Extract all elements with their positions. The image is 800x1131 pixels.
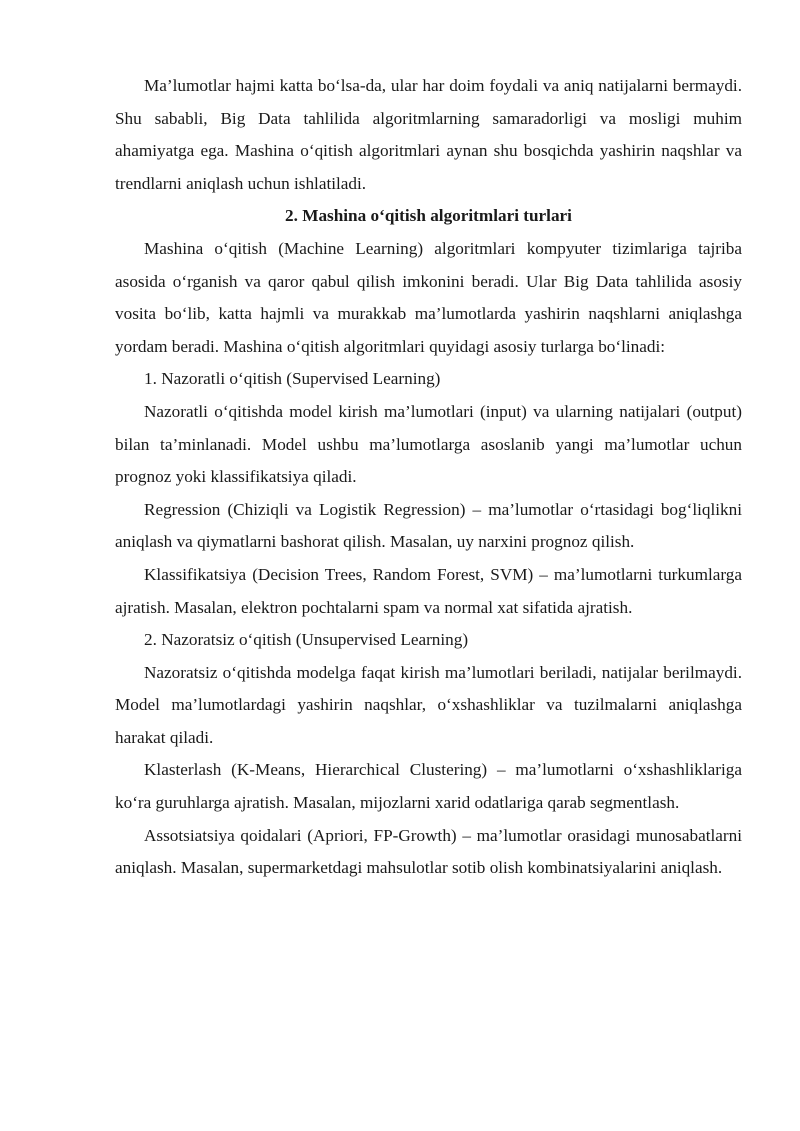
unsupervised-learning-description: Nazoratsiz o‘qitishda modelga faqat kirish ma’lumotlari beriladi, natijalar berilmaydi. Model ma’lumotlardagi yashirin naqshlar, o‘xshashliklar va tuzilmalarni aniqlashga harakat qiladi.: [115, 662, 742, 747]
intro-paragraph: Ma’lumotlar hajmi katta bo‘lsa-da, ular har doim foydali va aniq natijalarni bermaydi. Shu sababli, Big Data tahlilida algoritmlarning samaradorligi va mosligi muhim ahamiyatga ega. Mashina o‘qitish algoritmlari aynan shu bosqichda yashirin naqshlar va trendlarni aniqlash uchun ishlatiladi.: [115, 76, 742, 193]
document-page: [115, 70, 742, 885]
supervised-learning-title: 1. Nazoratli o‘qitish (Supervised Learning): [144, 369, 441, 389]
supervised-learning-description: Nazoratli o‘qitishda model kirish ma’lumotlari (input) va ularning natijalari (output) bilan ta’minlanadi. Model ushbu ma’lumotlarga asoslanib yangi ma’lumotlar uchun prognoz yoki klassifikatsiya qiladi.: [115, 401, 742, 487]
section-intro-paragraph: Mashina o‘qitish (Machine Learning) algoritmlari kompyuter tizimlariga tajriba asosida o‘rganish va qaror qabul qilish imkonini beradi. Ular Big Data tahlilida asosiy vosita bo‘lib, katta hajmli va murakkab ma’lumotlarda yashirin naqshlarni aniqlashga yordam beradi. Mashina o‘qitish algoritmlari quyidagi asosiy turlarga bo‘linadi:: [115, 238, 742, 356]
unsupervised-learning-title: 2. Nazoratsiz o‘qitish (Unsupervised Learning): [144, 630, 469, 650]
association-rules-paragraph: Assotsiatsiya qoidalari (Apriori, FP-Growth) – ma’lumotlar orasidagi munosabatlarni aniqlash. Masalan, supermarketdagi mahsulotlar sotib olish kombinatsiyalarini aniqlash.: [115, 825, 742, 878]
clustering-paragraph: Klasterlash (K-Means, Hierarchical Clustering) – ma’lumotlarni o‘xshashliklariga ko‘ra guruhlarga ajratish. Masalan, mijozlarni xarid odatlariga qarab segmentlash.: [115, 760, 742, 813]
classification-paragraph: Klassifikatsiya (Decision Trees, Random Forest, SVM) – ma’lumotlarni turkumlarga ajratish. Masalan, elektron pochtalarni spam va normal xat sifatida ajratish.: [115, 564, 742, 617]
regression-paragraph: Regression (Chiziqli va Logistik Regression) – ma’lumotlar o‘rtasidagi bog‘liqlikni aniqlash va qiymatlarni bashorat qilish. Masalan, uy narxini prognoz qilish.: [115, 499, 742, 552]
section-heading: 2. Mashina o‘qitish algoritmlari turlari: [285, 206, 572, 226]
